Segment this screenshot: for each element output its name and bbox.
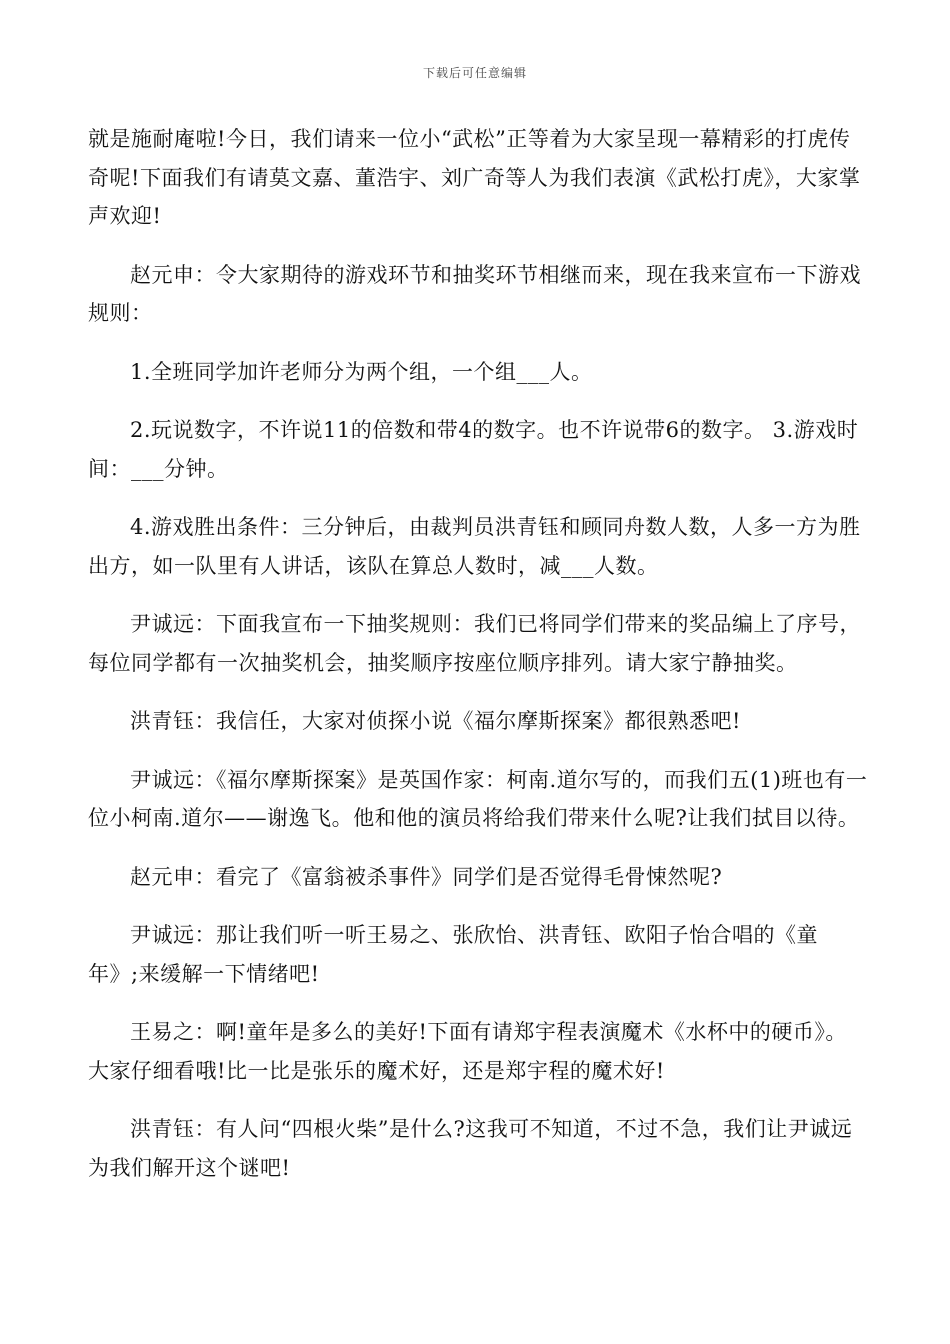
paragraph-yin-lottery: 尹诚远：下面我宣布一下抽奖规则：我们已将同学们带来的奖品编上了序号，每位同学都有一次抽奖机会，抽奖顺序按座位顺序排列。请大家宁静抽奖。 — [88, 612, 861, 675]
paragraph-hong-matches: 洪青钰：有人问“四根火柴”是什么?这我可不知道，不过不急，我们让尹诚远为我们解开这个谜吧! — [88, 1117, 853, 1180]
paragraph-zhao-fuweng: 赵元申：看完了《富翁被杀事件》同学们是否觉得毛骨悚然呢? — [130, 864, 723, 889]
page-header: 下载后可任意编辑 — [422, 66, 527, 80]
paragraph-rule-1: 1.全班同学加许老师分为两个组，一个组___人。 — [130, 359, 593, 384]
paragraph-hong-sherlock: 洪青钰：我信任，大家对侦探小说《福尔摩斯探案》都很熟悉吧! — [130, 709, 741, 733]
paragraph-rule-4: 4.游戏胜出条件：三分钟后，由裁判员洪青钰和顾同舟数人数，人多一方为胜出方，如一队里有人讲话，该队在算总人数时，减___人数。 — [88, 515, 861, 578]
paragraph-yin-conan: 尹诚远：《福尔摩斯探案》是英国作家：柯南.道尔写的，而我们五(1)班也有一位小柯南.道尔——谢逸飞。他和他的演员将给我们带来什么呢?让我们拭目以待。 — [88, 767, 868, 830]
paragraph-zhao-game-rules: 赵元申：令大家期待的游戏环节和抽奖环节相继而来，现在我来宣布一下游戏规则： — [88, 262, 861, 325]
paragraph-yin-childhood: 尹诚远：那让我们听一听王易之、张欣怡、洪青钰、欧阳子怡合唱的《童年》;来缓解一下情绪吧! — [88, 923, 818, 986]
document-body — [88, 120, 868, 1207]
paragraph-intro: 就是施耐庵啦!今日，我们请来一位小“武松”正等着为大家呈现一幕精彩的打虎传奇呢!下面我们有请莫文嘉、董浩宇、刘广奇等人为我们表演《武松打虎》，大家掌声欢迎! — [88, 127, 861, 228]
paragraph-rule-2-3: 2.玩说数字，不许说11的倍数和带4的数字。也不许说带6的数字。 3.游戏时间：___分钟。 — [88, 418, 859, 481]
paragraph-wang-magic: 王易之：啊!童年是多么的美好!下面有请郑宇程表演魔术《水杯中的硬币》。大家仔细看哦!比一比是张乐的魔术好，还是郑宇程的魔术好! — [88, 1020, 847, 1083]
